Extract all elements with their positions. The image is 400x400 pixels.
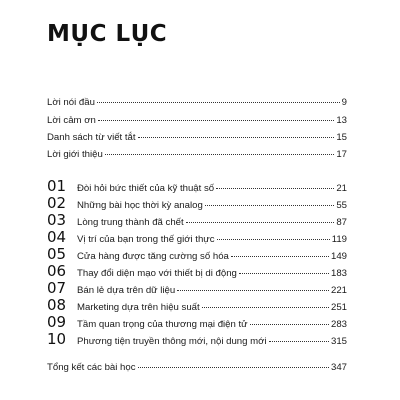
chapter-number: 05: [47, 245, 67, 263]
toc-chapter-01[interactable]: [47, 178, 347, 195]
toc-entry-label: Cửa hàng được tăng cường số hóa: [77, 251, 229, 262]
toc-entry-page: 17: [336, 149, 347, 160]
toc-entry-label: Danh sách từ viết tắt: [47, 132, 136, 143]
toc-entry-label: Tổng kết các bài học: [47, 362, 136, 373]
toc-entry-page: 251: [330, 302, 347, 313]
toc-entry-label: Lời nói đầu: [47, 97, 95, 108]
toc-entry-page: 347: [330, 362, 347, 373]
toc-chapter-06[interactable]: [47, 263, 347, 280]
toc-chapter-09[interactable]: [47, 314, 347, 331]
toc-chapter-02[interactable]: [47, 195, 347, 212]
toc-entry-page: 21: [336, 183, 347, 194]
dot-leader: [138, 367, 329, 368]
dot-leader: [138, 137, 335, 138]
toc-chapter-05[interactable]: [47, 246, 347, 263]
chapter-number: 08: [47, 296, 67, 314]
toc-entry-front-1[interactable]: [47, 97, 347, 109]
page-title: MỤC LỤC: [47, 21, 168, 47]
toc-entry-page: 119: [331, 234, 347, 245]
toc-entry-label: Lời giới thiệu: [47, 149, 103, 160]
toc-chapter-04[interactable]: [47, 229, 347, 246]
chapter-number: 07: [47, 279, 67, 297]
dot-leader: [217, 239, 330, 240]
dot-leader: [205, 205, 335, 206]
toc-entry-page: 315: [330, 336, 347, 347]
toc-entry-page: 15: [336, 132, 347, 143]
chapter-number: 03: [47, 211, 67, 229]
toc-entry-label: Thay đổi diện mạo với thiết bị di động: [77, 268, 237, 279]
dot-leader: [216, 188, 334, 189]
dot-leader: [186, 222, 335, 223]
dot-leader: [105, 154, 335, 155]
dot-leader: [202, 307, 329, 308]
toc-chapter-03[interactable]: [47, 212, 347, 229]
toc-chapter-10[interactable]: [47, 331, 347, 348]
toc-entry-label: Những bài học thời kỳ analog: [77, 200, 203, 211]
toc-chapter-08[interactable]: [47, 297, 347, 314]
toc-entry-page: 183: [330, 268, 347, 279]
toc-entry-label: Marketing dựa trên hiệu suất: [77, 302, 200, 313]
toc-entry-front-2[interactable]: [47, 115, 347, 127]
toc-entry-page: 55: [336, 200, 347, 211]
toc-entry-front-3[interactable]: [47, 132, 347, 144]
dot-leader: [269, 341, 329, 342]
dot-leader: [177, 290, 329, 291]
toc-entry-front-4[interactable]: [47, 149, 347, 161]
chapter-number: 09: [47, 313, 67, 331]
toc-entry-page: 87: [336, 217, 347, 228]
toc-entry-label: Bán lẻ dựa trên dữ liệu: [77, 285, 176, 296]
toc-entry-label: Đòi hỏi bức thiết của kỹ thuật số: [77, 183, 215, 194]
dot-leader: [231, 256, 329, 257]
toc-entry-page: 283: [330, 319, 347, 330]
chapter-number: 04: [47, 228, 67, 246]
chapter-number: 01: [47, 177, 67, 195]
toc-entry-label: Phương tiện truyền thông mới, nội dung mới: [77, 336, 267, 347]
dot-leader: [239, 273, 329, 274]
toc-entry-label: Lòng trung thành đã chết: [77, 217, 184, 228]
toc-entry-label: Tầm quan trọng của thương mại điện tử: [77, 319, 248, 330]
dot-leader: [98, 120, 334, 121]
chapter-number: 02: [47, 194, 67, 212]
toc-entry-label: Lời cảm ơn: [47, 115, 96, 126]
toc-entry-page: 9: [341, 97, 347, 108]
toc-entry-label: Vị trí của bạn trong thế giới thực: [77, 234, 215, 245]
chapter-number: 06: [47, 262, 67, 280]
toc-entry-page: 149: [330, 251, 347, 262]
toc-entry-summary[interactable]: [47, 362, 347, 374]
toc-entry-page: 13: [336, 115, 347, 126]
chapter-number: 10: [47, 330, 67, 348]
dot-leader: [97, 102, 340, 103]
toc-entry-page: 221: [330, 285, 347, 296]
toc-chapter-07[interactable]: [47, 280, 347, 297]
dot-leader: [250, 324, 329, 325]
